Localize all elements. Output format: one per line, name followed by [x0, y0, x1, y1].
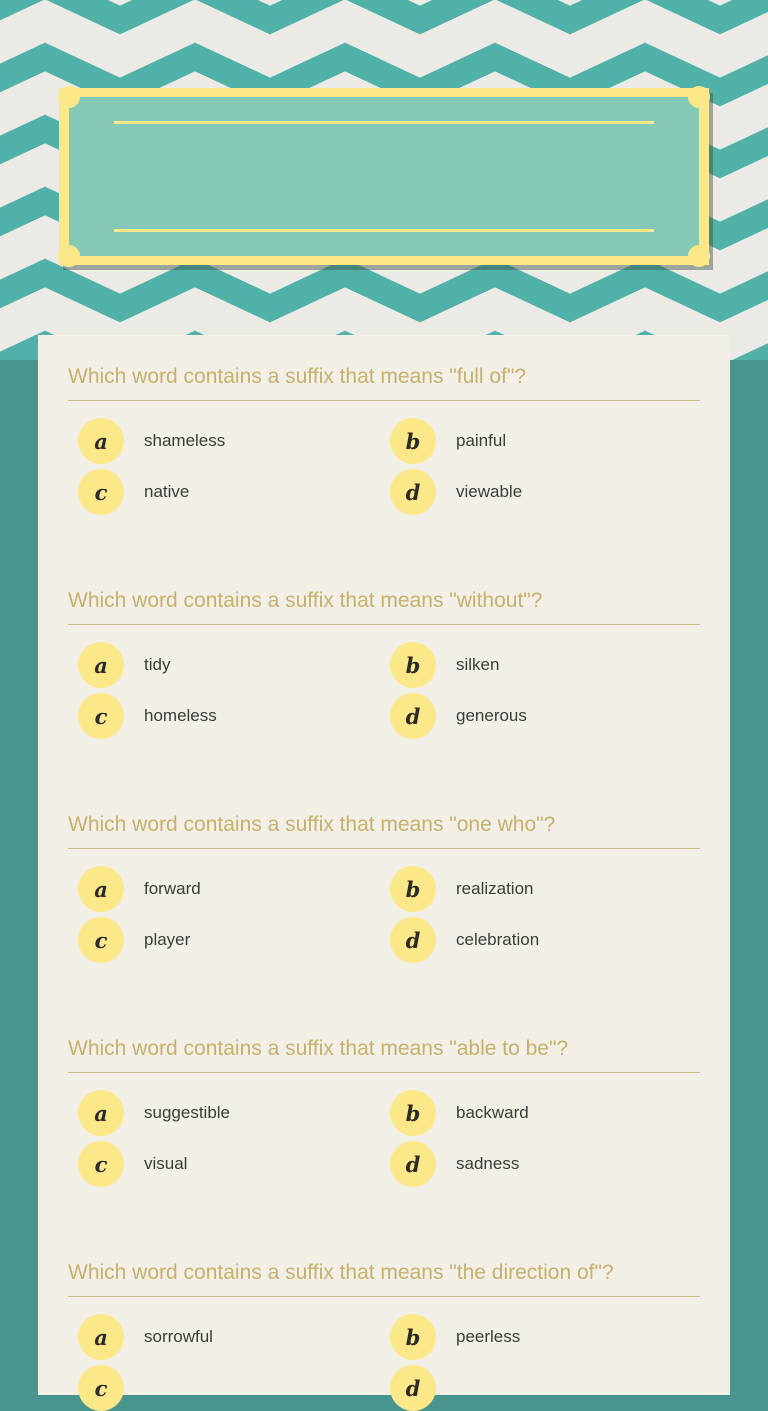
- answer-option-c[interactable]: [78, 917, 378, 963]
- answer-option-d[interactable]: [390, 917, 690, 963]
- answer-options: [68, 625, 700, 737]
- answer-option-a[interactable]: [78, 866, 378, 912]
- option-text: sadness: [456, 1154, 520, 1173]
- option-text: player: [144, 930, 191, 949]
- option-letter-bubble: c: [78, 917, 124, 963]
- title-banner-inner: [69, 97, 699, 256]
- question-prompt: Which word contains a suffix that means "the direction of"?: [68, 1259, 700, 1297]
- banner-corner: [688, 86, 710, 108]
- option-letter-bubble: c: [78, 693, 124, 739]
- option-text: celebration: [456, 930, 540, 949]
- answer-option-d[interactable]: [390, 1365, 690, 1411]
- answer-option-c[interactable]: [78, 1365, 378, 1411]
- option-letter-bubble: b: [390, 1314, 436, 1360]
- answer-option-c[interactable]: [78, 693, 378, 739]
- answer-option-d[interactable]: [390, 469, 690, 515]
- option-letter-bubble: a: [78, 1314, 124, 1360]
- question-prompt: Which word contains a suffix that means "able to be"?: [68, 1035, 700, 1073]
- option-letter-bubble: b: [390, 866, 436, 912]
- answer-options: [68, 1073, 700, 1185]
- worksheet-title: [119, 137, 649, 216]
- option-text: forward: [144, 879, 201, 898]
- question-prompt: Which word contains a suffix that means "one who"?: [68, 811, 700, 849]
- option-text: generous: [456, 706, 527, 725]
- answer-option-a[interactable]: [78, 1314, 378, 1360]
- answer-option-b[interactable]: [390, 1090, 690, 1136]
- answer-option-b[interactable]: [390, 866, 690, 912]
- option-text: peerless: [456, 1327, 521, 1346]
- option-letter-bubble: a: [78, 418, 124, 464]
- option-letter-bubble: a: [78, 1090, 124, 1136]
- option-letter-bubble: d: [390, 1141, 436, 1187]
- option-text: native: [144, 482, 190, 501]
- answer-option-a[interactable]: [78, 418, 378, 464]
- answer-option-b[interactable]: [390, 418, 690, 464]
- option-letter-bubble: d: [390, 1365, 436, 1411]
- answer-options: [68, 849, 700, 961]
- option-letter-bubble: d: [390, 469, 436, 515]
- option-text: suggestible: [144, 1103, 231, 1122]
- answer-option-a[interactable]: [78, 642, 378, 688]
- answer-option-c[interactable]: [78, 1141, 378, 1187]
- option-letter-bubble: a: [78, 866, 124, 912]
- option-text: sorrowful: [144, 1327, 213, 1346]
- question-prompt: Which word contains a suffix that means "full of"?: [68, 363, 700, 401]
- option-text: painful: [456, 431, 507, 450]
- option-text: shameless: [144, 431, 226, 450]
- question-block: [68, 363, 700, 513]
- question-block: [68, 1259, 700, 1409]
- banner-corner: [688, 245, 710, 267]
- option-letter-bubble: d: [390, 917, 436, 963]
- question-prompt: Which word contains a suffix that means "without"?: [68, 587, 700, 625]
- option-letter-bubble: b: [390, 642, 436, 688]
- question-block: [68, 811, 700, 961]
- banner-corner: [58, 86, 80, 108]
- option-text: silken: [456, 655, 500, 674]
- answer-option-b[interactable]: [390, 1314, 690, 1360]
- option-letter-bubble: c: [78, 469, 124, 515]
- title-banner: [59, 88, 709, 265]
- option-letter-bubble: c: [78, 1365, 124, 1411]
- option-text: tidy: [144, 655, 171, 674]
- answer-option-d[interactable]: [390, 693, 690, 739]
- question-block: [68, 1035, 700, 1185]
- option-letter-bubble: c: [78, 1141, 124, 1187]
- answer-options: [68, 401, 700, 513]
- banner-divider: [114, 121, 654, 124]
- banner-divider: [114, 229, 654, 232]
- answer-option-b[interactable]: [390, 642, 690, 688]
- option-text: realization: [456, 879, 534, 898]
- worksheet-paper: [38, 335, 730, 1401]
- answer-option-a[interactable]: [78, 1090, 378, 1136]
- option-letter-bubble: b: [390, 1090, 436, 1136]
- option-text: visual: [144, 1154, 188, 1173]
- option-text: homeless: [144, 706, 217, 725]
- option-letter-bubble: d: [390, 693, 436, 739]
- answer-option-c[interactable]: [78, 469, 378, 515]
- question-block: [68, 587, 700, 737]
- banner-corner: [58, 245, 80, 267]
- option-letter-bubble: b: [390, 418, 436, 464]
- option-text: backward: [456, 1103, 529, 1122]
- option-text: viewable: [456, 482, 523, 501]
- answer-option-d[interactable]: [390, 1141, 690, 1187]
- option-letter-bubble: a: [78, 642, 124, 688]
- answer-options: [68, 1297, 700, 1409]
